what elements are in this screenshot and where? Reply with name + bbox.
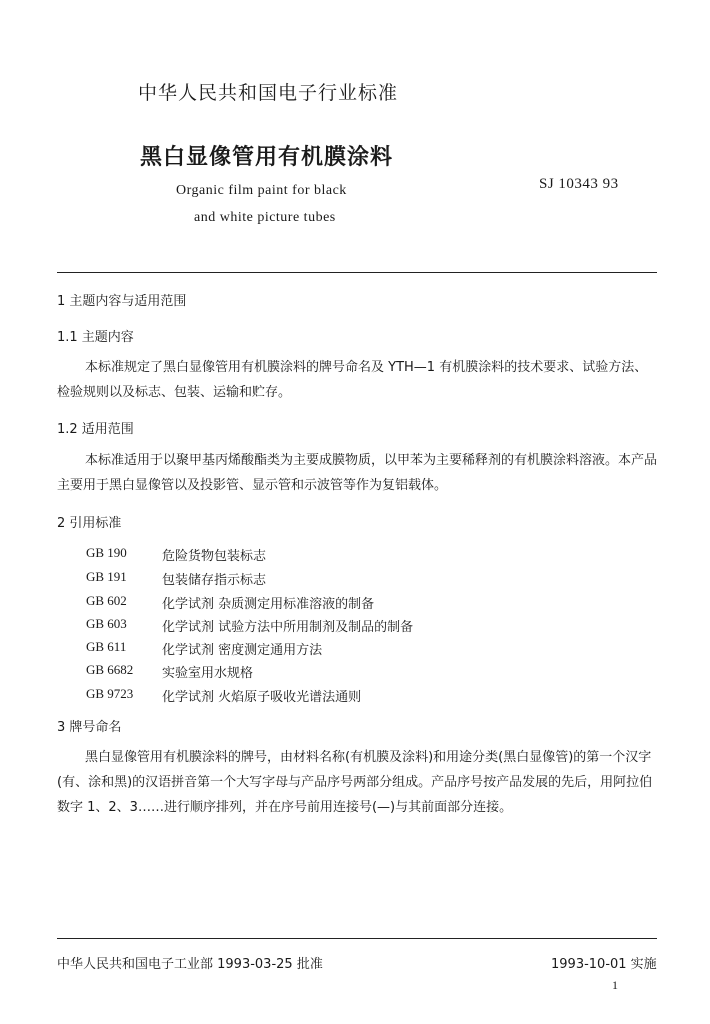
header-divider (57, 272, 657, 273)
approval-info: 中华人民共和国电子工业部 1993-03-25 批准 (57, 957, 323, 972)
effective-date: 1993-10-01 实施 (551, 957, 657, 972)
section-1-1-text: 本标准规定了黑白显像管用有机膜涂料的牌号命名及 YTH—1 有机膜涂料的技术要求、试验方法、检验规则以及标志、包装、运输和贮存。 (57, 360, 648, 400)
reference-title: 包装储存指示标志 (162, 573, 267, 588)
section-3-text: 黑白显像管用有机膜涂料的牌号，由材料名称(有机膜及涂料)和用途分类(黑白显像管)的第一个汉字(有、涂和黑)的汉语拼音第一个大写字母与产品序号两部分组成。产品序号按产品发展的先后，用阿拉伯数字 1、2、3……进行顺序排列，并在序号前用连接号(—)与其前面部分连接。 (57, 750, 653, 815)
section-1-2-text: 本标准适用于以聚甲基丙烯酸酯类为主要成膜物质，以甲苯为主要稀释剂的有机膜涂料溶液。本产品主要用于黑白显像管以及投影管、显示管和示波管等作为复铝载体。 (57, 453, 658, 493)
reference-title: 实验室用水规格 (162, 666, 254, 681)
reference-title: 化学试剂 火焰原子吸收光谱法通则 (162, 690, 362, 705)
section-1-1-heading: 1.1 主题内容 (57, 330, 134, 345)
reference-title: 化学试剂 杂质测定用标准溶液的制备 (162, 597, 375, 612)
footer-divider (57, 938, 657, 939)
document-title-cn: 黑白显像管用有机膜涂料 (140, 145, 394, 170)
issuing-agency: 中华人民共和国电子行业标准 (138, 82, 399, 104)
document-title-en-line1: Organic film paint for black (176, 183, 347, 198)
reference-title: 化学试剂 试验方法中所用制剂及制品的制备 (162, 620, 414, 635)
page-number: 1 (612, 978, 618, 992)
section-3-heading: 3 牌号命名 (57, 720, 122, 735)
section-1-2-heading: 1.2 适用范围 (57, 422, 134, 437)
reference-title: 化学试剂 密度测定通用方法 (162, 643, 323, 658)
reference-code: GB 191 (86, 569, 127, 584)
section-2-heading: 2 引用标准 (57, 516, 122, 531)
reference-code: GB 611 (86, 639, 127, 654)
reference-code: GB 6682 (86, 662, 134, 677)
reference-code: GB 603 (86, 616, 127, 631)
reference-code: GB 9723 (86, 686, 134, 701)
standard-number: SJ 10343 93 (539, 176, 619, 192)
section-1-heading: 1 主题内容与适用范围 (57, 294, 187, 309)
reference-title: 危险货物包装标志 (162, 549, 267, 564)
document-title-en-line2: and white picture tubes (194, 210, 336, 225)
reference-code: GB 602 (86, 593, 127, 608)
reference-code: GB 190 (86, 545, 127, 560)
